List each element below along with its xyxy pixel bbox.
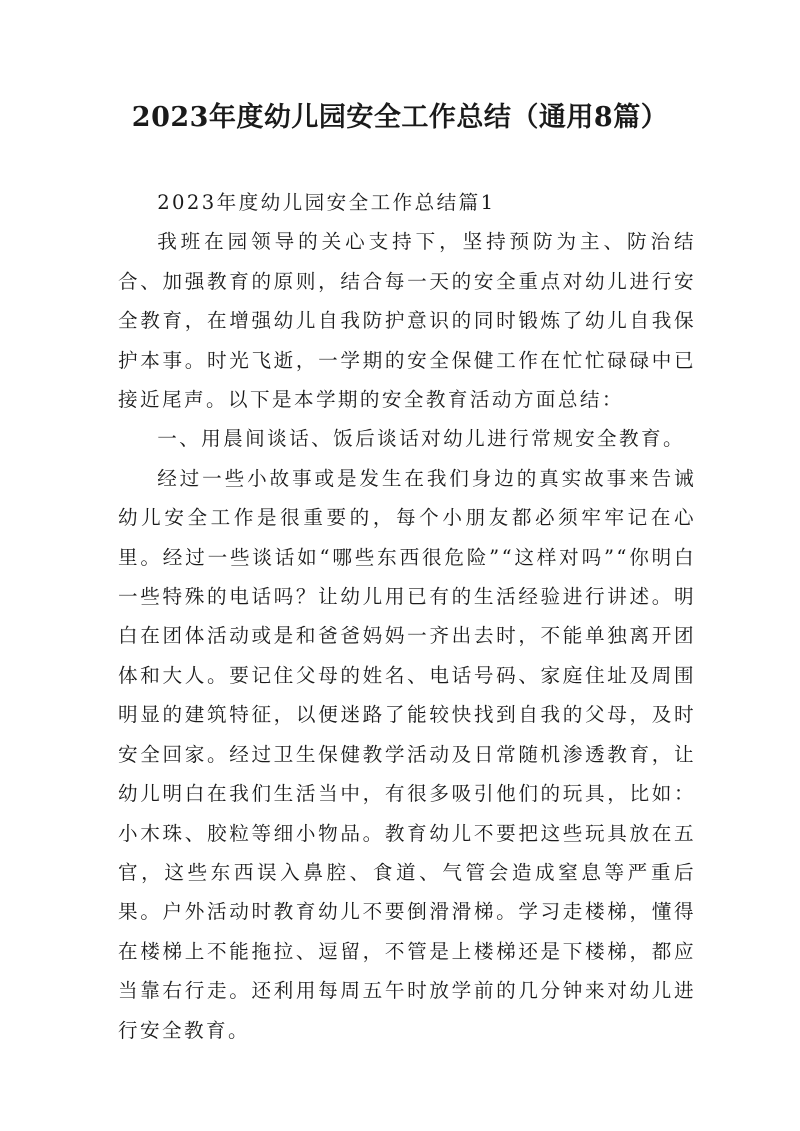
section-heading: 2023年度幼儿园安全工作总结篇1 (157, 191, 496, 214)
paragraph-details: 经过一些小故事或是发生在我们身边的真实故事来告诫幼儿安全工作是很重要的，每个小朋友都必须牢牢记在心里。经过一些谈话如“哪些东西很危险”“这样对吗”“你明白一些特殊的电话吗？让幼儿用已有的生活经验进行讲述。明白在团体活动或是和爸爸妈妈一齐出去时，不能单独离开团体和大人。要记住父母的姓名、电话号码、家庭住址及周围明显的建筑特征，以便迷路了能较快找到自我的父母，及时安全回家。经过卫生保健教学活动及日常随机渗透教育，让幼儿明白在我们生活当中，有很多吸引他们的玩具，比如：小木珠、胶粒等细小物品。教育幼儿不要把这些玩具放在五官，这些东西误入鼻腔、食道、气管会造成窒息等严重后果。户外活动时教育幼儿不要倒滑滑梯。学习走楼梯，懂得在楼梯上不能拖拉、逗留，不管是上楼梯还是下楼梯，都应当靠右行走。还利用每周五午时放学前的几分钟来对幼儿进行安全教育。 (118, 466, 696, 1042)
document-title: 2023年度幼儿园安全工作总结（通用8篇） (131, 102, 669, 133)
document-body (118, 183, 696, 1050)
paragraph-intro: 我班在园领导的关心支持下，坚持预防为主、防治结合、加强教育的原则，结合每一天的安全重点对幼儿进行安全教育，在增强幼儿自我防护意识的同时锻炼了幼儿自我保护本事。时光飞逝，一学期的安全保健工作在忙忙碌碌中已接近尾声。以下是本学期的安全教育活动方面总结： (118, 230, 696, 412)
paragraph-point-one: 一、用晨间谈话、饭后谈话对幼儿进行常规安全教育。 (157, 427, 686, 451)
